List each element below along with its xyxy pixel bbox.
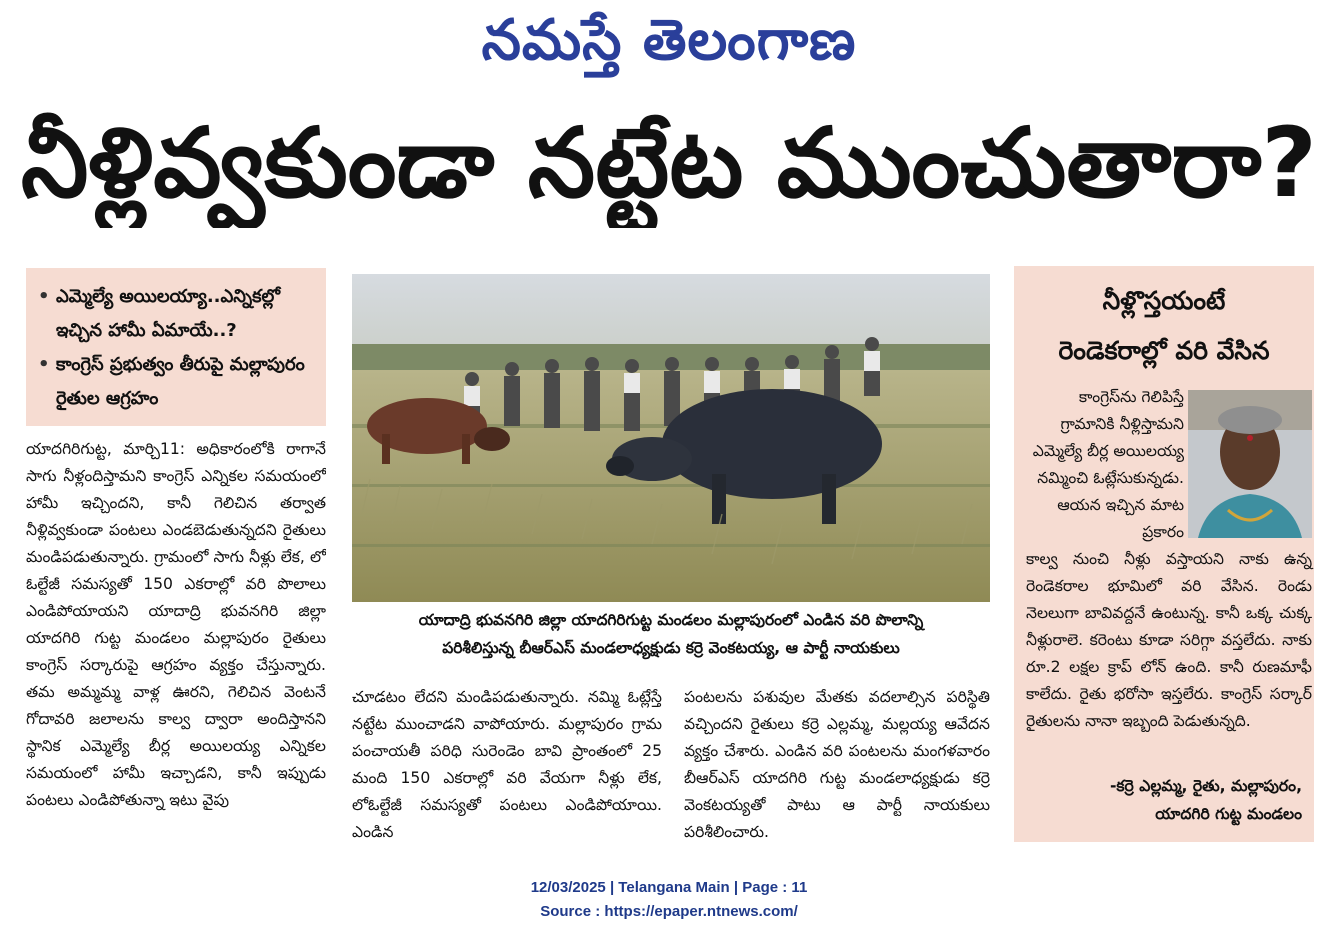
article-text: చూడటం లేదని మండిపడుతున్నారు. నమ్మి ఓట్లేస్తే నట్టేట ముంచాడని వాపోయారు. మల్లాపురం గ్రామ పంచాయతీ పరిధి సురెండెం బావి ప్రాంతంలో 25 మంది 150 ఎకరాల్లో వరి వేయగా నీళ్లు లేక, లోఓల్టేజీ సమస్యతో పంటలు ఎండిపోయాయి. ఎండిన [352, 688, 662, 841]
article-text: యాదగిరిగుట్ట, మార్చి11: అధికారంలోకి రాగానే సాగు నీళ్లందిస్తామని కాంగ్రెస్ ఎన్నికల సమయంలో హామీ ఇచ్చిందని, కానీ గెలిచిన తర్వాత నీళ్లివ్వకుండా పంటలు ఎండబెడుతున్నదని రైతులు మండిపడుతున్నారు. గ్రామంలో సాగు నీళ్లు లేక, లో ఓల్టేజీ సమస్యతో 150 ఎకరాల్లో వరి పొలాలు ఎండిపోయాయని యాదాద్రి భువనగిరి జిల్లా యాదగిరి గుట్ట మండలం మల్లాపురం రైతులు కాంగ్రెస్ సర్కారుపై ఆగ్రహం వ్యక్తం చేస్తున్నారు. తమ అమ్మమ్మ వాళ్ల ఊరని, గెలిచిన వెంటనే గోదావరి జలాలను కాల్వ ద్వారా అందిస్తానని స్థానిక ఎమ్మెల్యే బీర్ల అయిలయ్య ఎన్నికల సమయంలో హామీ ఇచ్చాడని, కానీ ఇప్పుడు పంటలు ఎండిపోతున్నా ఇటు వైపు [26, 440, 326, 809]
sidebar-title-line: రెండెకరాల్లో వరి వేసిన [1058, 336, 1270, 365]
bullet-dot-icon: • [38, 286, 50, 307]
highlights-box [26, 268, 326, 426]
article-text: పంటలను పశువుల మేతకు వదలాల్సిన పరిస్థితి వచ్చిందని రైతులు కర్రె ఎల్లమ్మ, మల్లయ్య ఆవేదన వ్యక్తం చేశారు. ఎండిన వరి పంటలను మంగళవారం బీఆర్ఎస్ యాదగిరి గుట్ట మండలాధ్యక్షుడు కర్రె వెంకటయ్యతో పాటు ఆ పార్టీ నాయకులు పరిశీలించారు. [684, 688, 990, 841]
headline: నీళ్లివ్వకుండా నట్టేట ముంచుతారా? [21, 107, 1317, 219]
masthead-logo: నమస్తే తెలంగాణ [481, 8, 857, 73]
caption-line: పరిశీలిస్తున్న బీఆర్ఎస్ మండలాధ్యక్షుడు కర్రె వెంకటయ్య, ఆ పార్టీ నాయకులు [442, 639, 900, 657]
field-cattle-illustration [352, 274, 990, 602]
sidebar-title-line: నీళ్లొస్తయంటే [1102, 286, 1226, 315]
photo-caption [352, 606, 990, 662]
news-photo [352, 274, 990, 602]
bullet-dot-icon: • [38, 354, 50, 375]
highlight-item [38, 348, 316, 416]
sidebar-text-bottom: కాల్వ నుంచి నీళ్లు వస్తాయని నాకు ఉన్న రెండెకరాల భూమిలో వరి వేసిన. రెండు నెలలుగా బావివద్దనే ఉంటున్న. కానీ ఒక్క చుక్క నీళ్లురాలె. కరెంటు కూడా సరిగ్గా వస్తలేదు. నాకు రూ.2 లక్షల క్రాప్ లోన్ ఉంది. కానీ రుణమాఫీ కాలేదు. రైతు భరోసా ఇస్తలేరు. కాంగ్రెస్ సర్కార్ రైతులను నానా ఇబ్బంది పెడుతున్నది. [1026, 550, 1312, 730]
page-footer [0, 876, 1338, 924]
sidebar-title [1014, 276, 1314, 376]
highlight-text: ఎమ్మెల్యే అయిలయ్యా..ఎన్నికల్లో ఇచ్చిన హామీ ఏమాయే..? [56, 286, 280, 341]
footer-date-page: 12/03/2025 | Telangana Main | Page : 11 [530, 879, 808, 896]
farmer-quote-box [1014, 266, 1314, 842]
quote-credit [1026, 772, 1302, 828]
portrait-illustration [1188, 390, 1312, 538]
credit-line: యాదగిరి గుట్ట మండలం [1155, 805, 1302, 823]
highlight-text: కాంగ్రెస్ ప్రభుత్వం తీరుపై మల్లాపురం రైతుల ఆగ్రహం [56, 354, 305, 409]
article-column-3 [684, 684, 990, 848]
farmer-portrait [1188, 390, 1312, 538]
highlight-item [38, 280, 316, 348]
sidebar-text-top: కాంగ్రెస్‌ను గెలిపిస్తే గ్రామానికి నీళ్లిస్తామని ఎమ్మెల్యే బీర్ల అయిలయ్య నమ్మించి ఓట్లేసుకున్నడు. ఆయన ఇచ్చిన మాట ప్రకారం [1032, 388, 1184, 541]
footer-source: Source : https://epaper.ntnews.com/ [540, 903, 798, 920]
article-column-2 [352, 684, 662, 848]
credit-line: -కర్రె ఎల్లమ్మ, రైతు, మల్లాపురం, [1109, 777, 1302, 795]
caption-line: యాదాద్రి భువనగిరి జిల్లా యాదగిరిగుట్ట మండలం మల్లాపురంలో ఎండిన వరి పొలాన్ని [418, 611, 924, 629]
article-column-1 [26, 436, 326, 848]
